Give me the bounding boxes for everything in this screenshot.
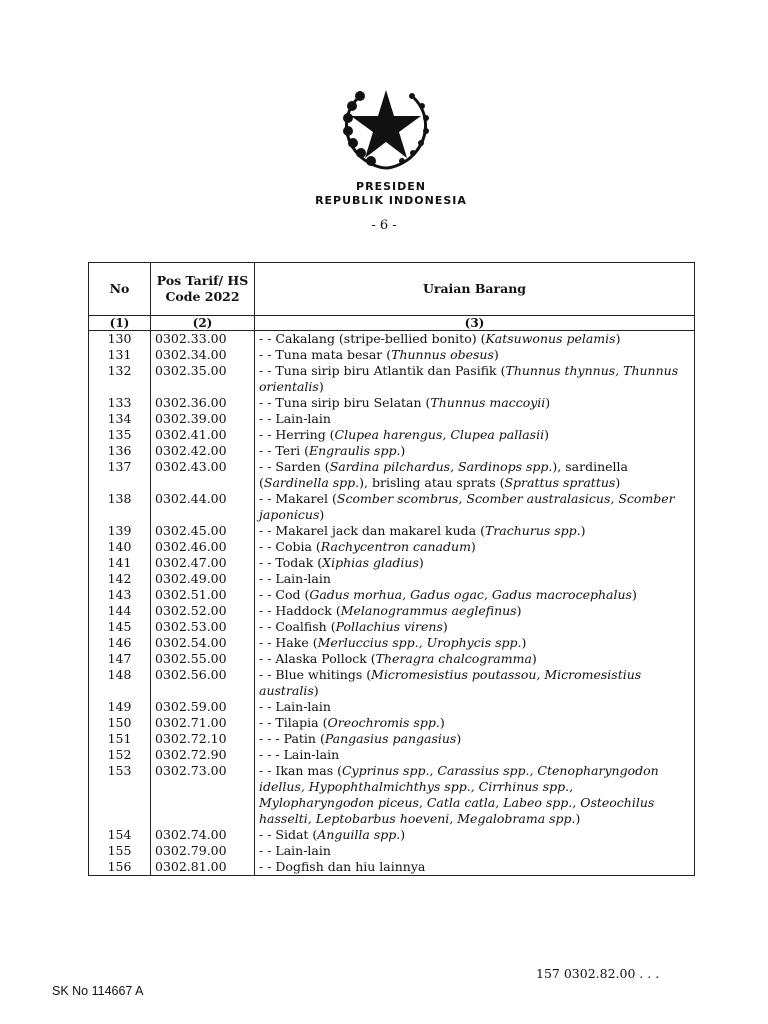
species-name: Thunnus thynnus, Thunnus orientalis <box>259 363 679 394</box>
species-name: Oreochromis spp. <box>327 715 440 730</box>
row-number: 131 <box>89 347 151 363</box>
description-text: ) <box>456 731 462 746</box>
row-number: 134 <box>89 411 151 427</box>
row-description <box>255 427 695 443</box>
description-text: - - - Patin ( <box>259 731 325 746</box>
row-description <box>255 635 695 651</box>
description-text: ) <box>544 427 549 442</box>
row-hs-code: 0302.73.00 <box>151 763 255 827</box>
row-description <box>255 347 695 363</box>
description-text: - - Lain-lain <box>259 843 331 858</box>
description-text: - - Haddock ( <box>259 603 341 618</box>
row-number: 136 <box>89 443 151 459</box>
row-description <box>255 651 695 667</box>
species-name: Pollachius virens <box>335 619 443 634</box>
row-description <box>255 827 695 843</box>
row-hs-code: 0302.59.00 <box>151 699 255 715</box>
description-text: ) <box>313 683 319 698</box>
row-number: 135 <box>89 427 151 443</box>
description-text: - - Lain-lain <box>259 571 331 586</box>
description-text: ) <box>615 475 621 490</box>
species-name: Cyprinus spp., Carassius spp., Ctenopharyngodon idellus, Hypophthalmichthys spp., Cirrhinus spp., Mylopharyngodon piceus, Catla catla, Labeo spp., Osteochilus hasselti, Leptobarbus hoeveni, Megalobrama spp. <box>259 763 659 826</box>
table-row <box>89 763 695 827</box>
description-text: ) <box>319 507 325 522</box>
table-row <box>89 587 695 603</box>
description-text: ) <box>521 635 527 650</box>
continuation-note: 157 0302.82.00 . . . <box>536 966 660 981</box>
row-hs-code: 0302.35.00 <box>151 363 255 395</box>
table-row <box>89 427 695 443</box>
row-description <box>255 587 695 603</box>
row-description <box>255 491 695 523</box>
row-number: 141 <box>89 555 151 571</box>
table-row <box>89 571 695 587</box>
description-text: - - Cod ( <box>259 587 310 602</box>
row-number: 148 <box>89 667 151 699</box>
species-name: Merluccius spp., Urophycis spp. <box>317 635 522 650</box>
row-description <box>255 555 695 571</box>
row-hs-code: 0302.42.00 <box>151 443 255 459</box>
table-row <box>89 859 695 876</box>
description-text: - - Sarden ( <box>259 459 330 474</box>
species-name: Sprattus sprattus <box>504 475 616 490</box>
row-hs-code: 0302.45.00 <box>151 523 255 539</box>
table-row <box>89 363 695 395</box>
row-hs-code: 0302.52.00 <box>151 603 255 619</box>
table-row <box>89 619 695 635</box>
description-text: ) <box>470 539 476 554</box>
table-row <box>89 731 695 747</box>
document-reference: SK No 114667 A <box>52 984 144 998</box>
row-hs-code: 0302.41.00 <box>151 427 255 443</box>
table-row <box>89 635 695 651</box>
row-number: 132 <box>89 363 151 395</box>
species-name: Thunnus obesus <box>391 347 494 362</box>
row-description <box>255 843 695 859</box>
description-text: - - Blue whitings ( <box>259 667 372 682</box>
description-text: - - Hake ( <box>259 635 318 650</box>
table-row <box>89 459 695 491</box>
row-number: 149 <box>89 699 151 715</box>
table-row <box>89 827 695 843</box>
row-hs-code: 0302.79.00 <box>151 843 255 859</box>
description-text: ) <box>615 331 621 346</box>
row-number: 150 <box>89 715 151 731</box>
description-text: ) <box>516 603 522 618</box>
species-name: Anguilla spp. <box>317 827 401 842</box>
row-number: 146 <box>89 635 151 651</box>
header-president: PRESIDEN <box>356 180 426 193</box>
row-hs-code: 0302.34.00 <box>151 347 255 363</box>
description-text: - - Alaska Pollock ( <box>259 651 376 666</box>
row-description <box>255 395 695 411</box>
row-description <box>255 859 695 876</box>
column-header-description: Uraian Barang <box>255 263 695 316</box>
row-hs-code: 0302.54.00 <box>151 635 255 651</box>
table-row <box>89 747 695 763</box>
column-header-no: No <box>89 263 151 316</box>
description-text: ) <box>575 811 581 826</box>
tariff-table <box>88 262 695 876</box>
table-row <box>89 523 695 539</box>
species-name: Micromesistius poutassou, Micromesistius australis <box>259 667 642 698</box>
table-row <box>89 347 695 363</box>
row-description <box>255 603 695 619</box>
table-row <box>89 699 695 715</box>
description-text: ) <box>318 379 324 394</box>
description-text: - - Coalfish ( <box>259 619 336 634</box>
row-description <box>255 715 695 731</box>
description-text: - - Tuna sirip biru Selatan ( <box>259 395 431 410</box>
description-text: - - Sidat ( <box>259 827 318 842</box>
row-number: 142 <box>89 571 151 587</box>
row-number: 137 <box>89 459 151 491</box>
row-hs-code: 0302.39.00 <box>151 411 255 427</box>
row-number: 145 <box>89 619 151 635</box>
description-text: ) <box>531 651 537 666</box>
header-republic: REPUBLIK INDONESIA <box>315 194 467 207</box>
row-hs-code: 0302.72.90 <box>151 747 255 763</box>
row-number: 133 <box>89 395 151 411</box>
row-description <box>255 571 695 587</box>
species-name: Thunnus maccoyii <box>430 395 546 410</box>
table-row <box>89 411 695 427</box>
row-number: 143 <box>89 587 151 603</box>
description-text: - - Teri ( <box>259 443 309 458</box>
table-body <box>89 331 695 876</box>
row-number: 138 <box>89 491 151 523</box>
row-hs-code: 0302.43.00 <box>151 459 255 491</box>
row-hs-code: 0302.74.00 <box>151 827 255 843</box>
row-number: 155 <box>89 843 151 859</box>
row-description <box>255 443 695 459</box>
row-number: 152 <box>89 747 151 763</box>
row-description <box>255 731 695 747</box>
table-row <box>89 395 695 411</box>
row-hs-code: 0302.71.00 <box>151 715 255 731</box>
description-text: ), sardinella ( <box>259 459 628 490</box>
description-text: - - Makarel ( <box>259 491 337 506</box>
species-name: Theragra chalcogramma <box>375 651 532 666</box>
table-row <box>89 539 695 555</box>
description-text: ) <box>400 827 406 842</box>
row-hs-code: 0302.53.00 <box>151 619 255 635</box>
row-hs-code: 0302.33.00 <box>151 331 255 348</box>
species-name: Trachurus spp. <box>484 523 581 538</box>
row-description <box>255 667 695 699</box>
description-text: - - Todak ( <box>259 555 323 570</box>
row-number: 156 <box>89 859 151 876</box>
row-description <box>255 411 695 427</box>
species-name: Rachycentron canadum <box>320 539 471 554</box>
description-text: ), brisling atau sprats ( <box>359 475 505 490</box>
description-text: ) <box>439 715 445 730</box>
description-text: - - Ikan mas ( <box>259 763 342 778</box>
row-description <box>255 747 695 763</box>
presidential-seal-icon <box>334 78 438 172</box>
table-row <box>89 491 695 523</box>
description-text: ) <box>545 395 551 410</box>
species-name: Katsuwonus pelamis <box>485 331 616 346</box>
table-row <box>89 715 695 731</box>
table-row <box>89 443 695 459</box>
row-hs-code: 0302.51.00 <box>151 587 255 603</box>
table-row <box>89 331 695 348</box>
column-number-3: (3) <box>255 316 695 331</box>
row-description <box>255 363 695 395</box>
species-name: Sardina pilchardus, Sardinops spp. <box>329 459 553 474</box>
column-number-2: (2) <box>151 316 255 331</box>
row-hs-code: 0302.36.00 <box>151 395 255 411</box>
column-number-1: (1) <box>89 316 151 331</box>
description-text: - - Cakalang (stripe-bellied bonito) ( <box>259 331 486 346</box>
row-description <box>255 619 695 635</box>
species-name: Engraulis spp. <box>308 443 401 458</box>
description-text: ) <box>442 619 448 634</box>
description-text: ) <box>418 555 424 570</box>
row-hs-code: 0302.72.10 <box>151 731 255 747</box>
row-hs-code: 0302.55.00 <box>151 651 255 667</box>
species-name: Clupea harengus, Clupea pallasii <box>334 427 545 442</box>
row-hs-code: 0302.46.00 <box>151 539 255 555</box>
row-number: 147 <box>89 651 151 667</box>
description-text: ) <box>580 523 586 538</box>
row-number: 154 <box>89 827 151 843</box>
species-name: Sardinella spp. <box>263 475 360 490</box>
row-description <box>255 331 695 348</box>
species-name: Xiphias gladius <box>322 555 419 570</box>
description-text: - - Tuna mata besar ( <box>259 347 392 362</box>
description-text: - - Herring ( <box>259 427 335 442</box>
row-number: 140 <box>89 539 151 555</box>
row-hs-code: 0302.81.00 <box>151 859 255 876</box>
row-description <box>255 523 695 539</box>
column-header-hs-code: Pos Tarif/ HS Code 2022 <box>151 263 255 316</box>
species-name: Gadus morhua, Gadus ogac, Gadus macrocephalus <box>309 587 632 602</box>
description-text: - - Lain-lain <box>259 411 331 426</box>
description-text: ) <box>493 347 499 362</box>
table-row <box>89 667 695 699</box>
table-row <box>89 555 695 571</box>
row-hs-code: 0302.44.00 <box>151 491 255 523</box>
table-row <box>89 843 695 859</box>
description-text: - - - Lain-lain <box>259 747 340 762</box>
row-number: 151 <box>89 731 151 747</box>
description-text: ) <box>631 587 637 602</box>
table-row <box>89 651 695 667</box>
row-hs-code: 0302.47.00 <box>151 555 255 571</box>
row-description <box>255 699 695 715</box>
description-text: - - Makarel jack dan makarel kuda ( <box>259 523 485 538</box>
description-text: - - Dogfish dan hiu lainnya <box>259 859 426 874</box>
row-hs-code: 0302.49.00 <box>151 571 255 587</box>
row-description <box>255 459 695 491</box>
description-text: - - Tuna sirip biru Atlantik dan Pasifik ( <box>259 363 506 378</box>
description-text: - - Cobia ( <box>259 539 321 554</box>
row-hs-code: 0302.56.00 <box>151 667 255 699</box>
row-number: 130 <box>89 331 151 348</box>
page-number: - 6 - <box>371 218 397 233</box>
row-number: 139 <box>89 523 151 539</box>
table-row <box>89 603 695 619</box>
row-number: 144 <box>89 603 151 619</box>
species-name: Scomber scombrus, Scomber australasicus, Scomber japonicus <box>259 491 675 522</box>
species-name: Pangasius pangasius <box>324 731 457 746</box>
species-name: Melanogrammus aeglefinus <box>340 603 517 618</box>
description-text: - - Tilapia ( <box>259 715 328 730</box>
description-text: ) <box>400 443 406 458</box>
row-description <box>255 539 695 555</box>
row-number: 153 <box>89 763 151 827</box>
description-text: - - Lain-lain <box>259 699 331 714</box>
row-description <box>255 763 695 827</box>
